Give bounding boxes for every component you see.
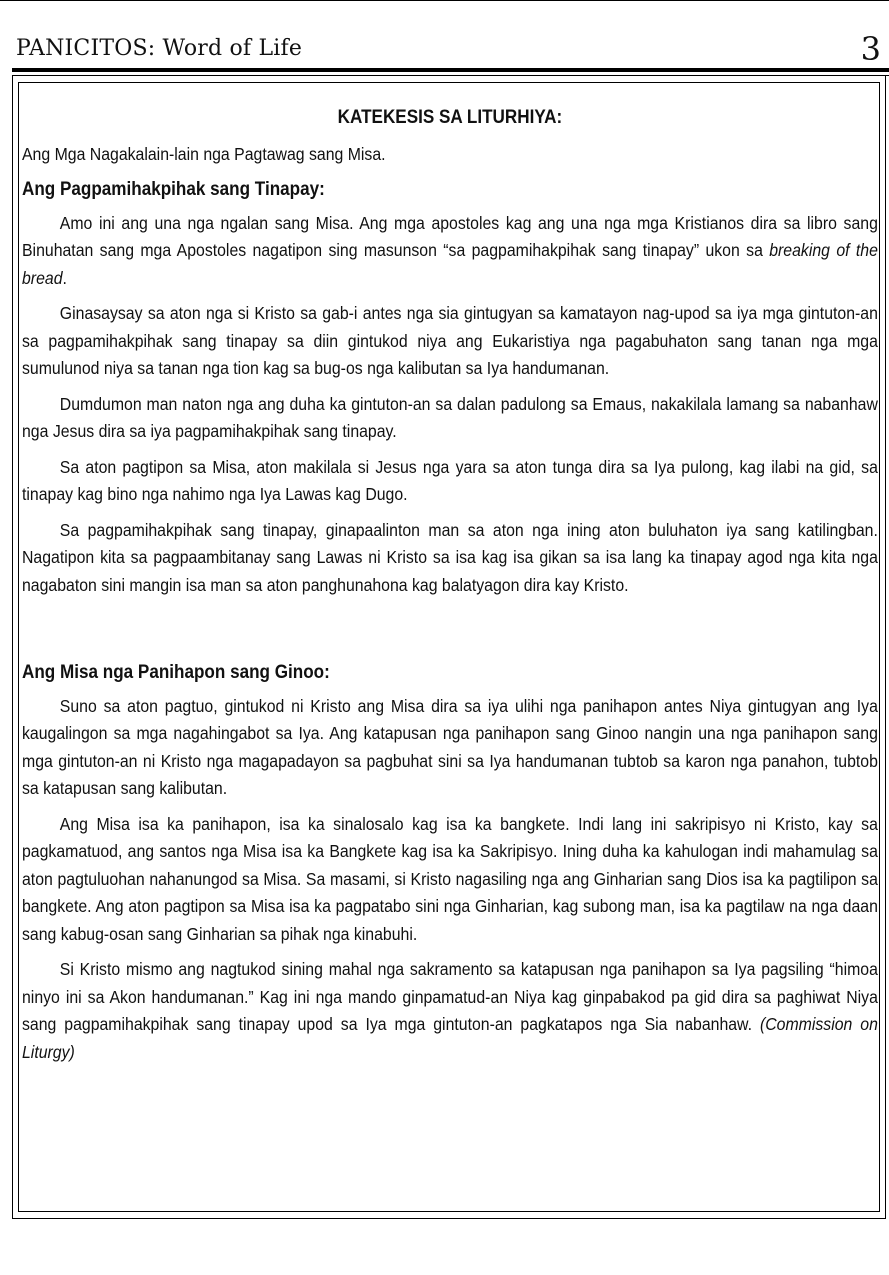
paragraph-text: Si Kristo mismo ang nagtukod sining mahal nga sakramento sa katapusan nga panihapon sa Iya pagsiling “himoa ninyo ini sa Akon handumanan.” Kag ini nga mando ginpamatud-an Niya kag ginpabakod pa gid dira sa paghiwat Niya sang pagpamihakpihak sang tinapay upod sa Iya mga gintuton-an pagkatapos nga Sia nabanhaw. [22,959,878,1034]
top-border-rule [0,0,889,1]
paragraph-end: . [62,267,67,288]
italic-phrase: breaking of the bread [22,240,878,288]
paragraph-text: Amo ini ang una nga ngalan sang Misa. Ang mga apostoles kag ang una nga mga Kristianos dira sa libro sang Binuhatan sang mga Apostoles nagatipon sing masunson “sa pagpamihakpihak sang tinapay” ukon sa [22,212,878,260]
subheading-tinapay: Ang Pagpamihakpihak sang Tinapay: [22,179,325,200]
page-number: 3 [860,30,881,68]
header-rule [12,68,889,72]
paragraph: Sa pagpamihakpihak sang tinapay, ginapaalinton man sa aton nga ining aton buluhaton iya sang katilingban. Nagatipon kita sa pagpaambitanay sang Lawas ni Kristo sa isa kag isa gikan sa isa lang ka tinapay agod nga kita nga nagabaton sini mangin isa man sa aton panghunahona kag balatyagon dira kay Kristo. [22,519,878,595]
paragraph: Ginasaysay sa aton nga si Kristo sa gab-i antes nga sia gintugyan sa kamatayon nag-upod sa iya mga gintuton-an sa pagpamihakpihak sang tinapay sa diin gintukod niya ang Eukaristiya nga pagabuhaton sang tanan nga mga sumulunod niya sa tanan nga tion kag sa bug-os nga kalibutan sa Iya handumanan. [22,303,878,378]
paragraph: Dumdumon man naton nga ang duha ka gintuton-an sa dalan padulong sa Emaus, nakakilala lamang sa nabanhaw nga Jesus dira sa iya pagpamihakpihak sang tinapay. [22,393,878,441]
subheading-panihapon: Ang Misa nga Panihapon sang Ginoo: [22,662,330,683]
section-title: KATEKESIS SA LITURHIYA: [337,107,563,128]
paragraph [22,956,878,1066]
newsletter-title: PANICITOS: Word of Life [16,36,303,61]
article-body [22,100,878,1074]
article-intro: Ang Mga Nagakalain-lain nga Pagtawag sang Misa. [22,143,386,164]
paragraph: Suno sa aton pagtuo, gintukod ni Kristo ang Misa dira sa iya ulihi nga panihapon antes Niya gintugyan ang Iya kaugalingon sa mga nagahingabot sa Iya. Ang katapusan nga panihapon sang Ginoo nangin una nga panihapon sang mga gintuton-an ni Kristo nga magapadayon sa pagbuhat sini sa Iya handumanan tubtob sa karon nga panahon, tubtob sa katapusan sang kalibutan. [22,695,878,798]
paragraph: Ang Misa isa ka panihapon, isa ka sinalosalo kag isa ka bangkete. Indi lang ini sakripisyo ni Kristo, kay sa pagkamatuod, ang santos nga Misa isa ka Bangkete kag isa ka Sakripisyo. Ining duha ka kahulogan indi mahamulag sa aton pagtuluohan nahanungod sa Misa. Sa masami, si Kristo nagasiling nga ang Ginharian sang Dios isa ka pagtilipon sa bangkete. Ang aton pagtipon sa Misa isa ka pagpatabo sini nga Ginharian, kag subong man, isa ka pagtilaw na nga daan sang kabug-osan sang Ginharian sa pihak nga kinabuhi. [22,813,878,944]
section-spacer [22,607,878,659]
paragraph [22,210,878,293]
page-header [16,32,885,68]
credit-text: (Commission on Liturgy) [22,1014,878,1062]
paragraph: Sa aton pagtipon sa Misa, aton makilala si Jesus nga yara sa aton tunga dira sa Iya pulong, kag ilabi na gid, sa tinapay kag bino nga nahimo nga Iya Lawas kag Dugo. [22,456,878,504]
